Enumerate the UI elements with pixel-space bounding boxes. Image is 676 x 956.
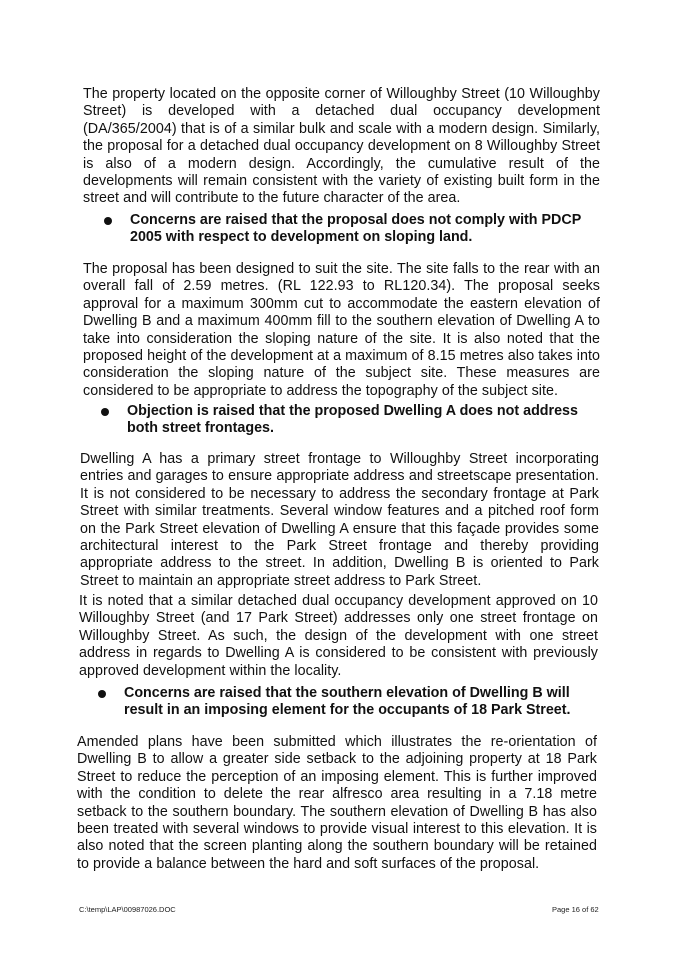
paragraph-southern-elevation-response: Amended plans have been submitted which illustrates the re-orientation of Dwelling B to allow a greater side setback to the adjoining property at 18 Park Street to reduce the perception of an imposing element. This is further improved with the condition to delete the rear alfresco area resulting in a 7.18 metre setback to the southern boundary. The southern elevation of Dwelling B has also been treated with several windows to provide visual interest to this elevation. It is also noted that the screen planting along the southern boundary will be retained to provide a balance between the hard and soft surfaces of the proposal. (77, 734, 597, 872)
bullet-heading: Concerns are raised that the southern elevation of Dwelling B will result in an imposing element for the occupants of 18 Park Street. (124, 685, 571, 719)
bullet-icon (104, 217, 112, 225)
bullet-item-street-frontages (101, 403, 601, 438)
bullet-heading: Concerns are raised that the proposal does not comply with PDCP 2005 with respect to development on sloping land. (130, 212, 581, 246)
paragraph-street-frontage-response: Dwelling A has a primary street frontage to Willoughby Street incorporating entries and garages to ensure appropriate address and streetscape presentation. It is not considered to be necessary to address the secondary frontage at Park Street with similar treatments. Several window features and a pitched roof form on the Park Street elevation of Dwelling A ensure that this façade provides some architectural interest to the Park Street frontage and thereby providing appropriate address to the street. In addition, Dwelling B is oriented to Park Street to maintain an appropriate street address to Park Street. (80, 451, 599, 589)
paragraph-similar-development: It is noted that a similar detached dual occupancy development approved on 10 Willoughby Street (and 17 Park Street) addresses only one street frontage on Willoughby Street. As such, the design of the development with one street address in regards to Dwelling A is considered to be consistent with previously approved development within the locality. (79, 593, 598, 679)
bullet-icon (101, 408, 109, 416)
paragraph-neighbouring-development: The property located on the opposite corner of Willoughby Street (10 Willoughby Street) is developed with a detached dual occupancy development (DA/365/2004) that is of a similar bulk and scale with a modern design. Similarly, the proposal for a detached dual occupancy development on 8 Willoughby Street is also of a modern design. Accordingly, the cumulative result of the developments will remain consistent with the variety of existing built form in the street and will contribute to the future character of the area. (83, 86, 600, 207)
bullet-icon (98, 690, 106, 698)
footer-file-path: C:\temp\LAP\00987026.DOC (79, 905, 176, 914)
paragraph-sloping-land-response: The proposal has been designed to suit the site. The site falls to the rear with an overall fall of 2.59 metres. (RL 122.93 to RL120.34). The proposal seeks approval for a maximum 300mm cut to accommodate the eastern elevation of Dwelling B and a maximum 400mm fill to the southern elevation of Dwelling A to take into consideration the sloping nature of the site. It is also noted that the proposed height of the development at a maximum of 8.15 metres also takes into consideration the sloping nature of the subject site. These measures are considered to be appropriate to address the topography of the subject site. (83, 261, 600, 399)
bullet-item-sloping-land (104, 212, 602, 247)
bullet-heading: Objection is raised that the proposed Dwelling A does not address both street frontages. (127, 403, 578, 437)
footer-page-number: Page 16 of 62 (552, 905, 599, 914)
bullet-item-southern-elevation (98, 685, 598, 720)
